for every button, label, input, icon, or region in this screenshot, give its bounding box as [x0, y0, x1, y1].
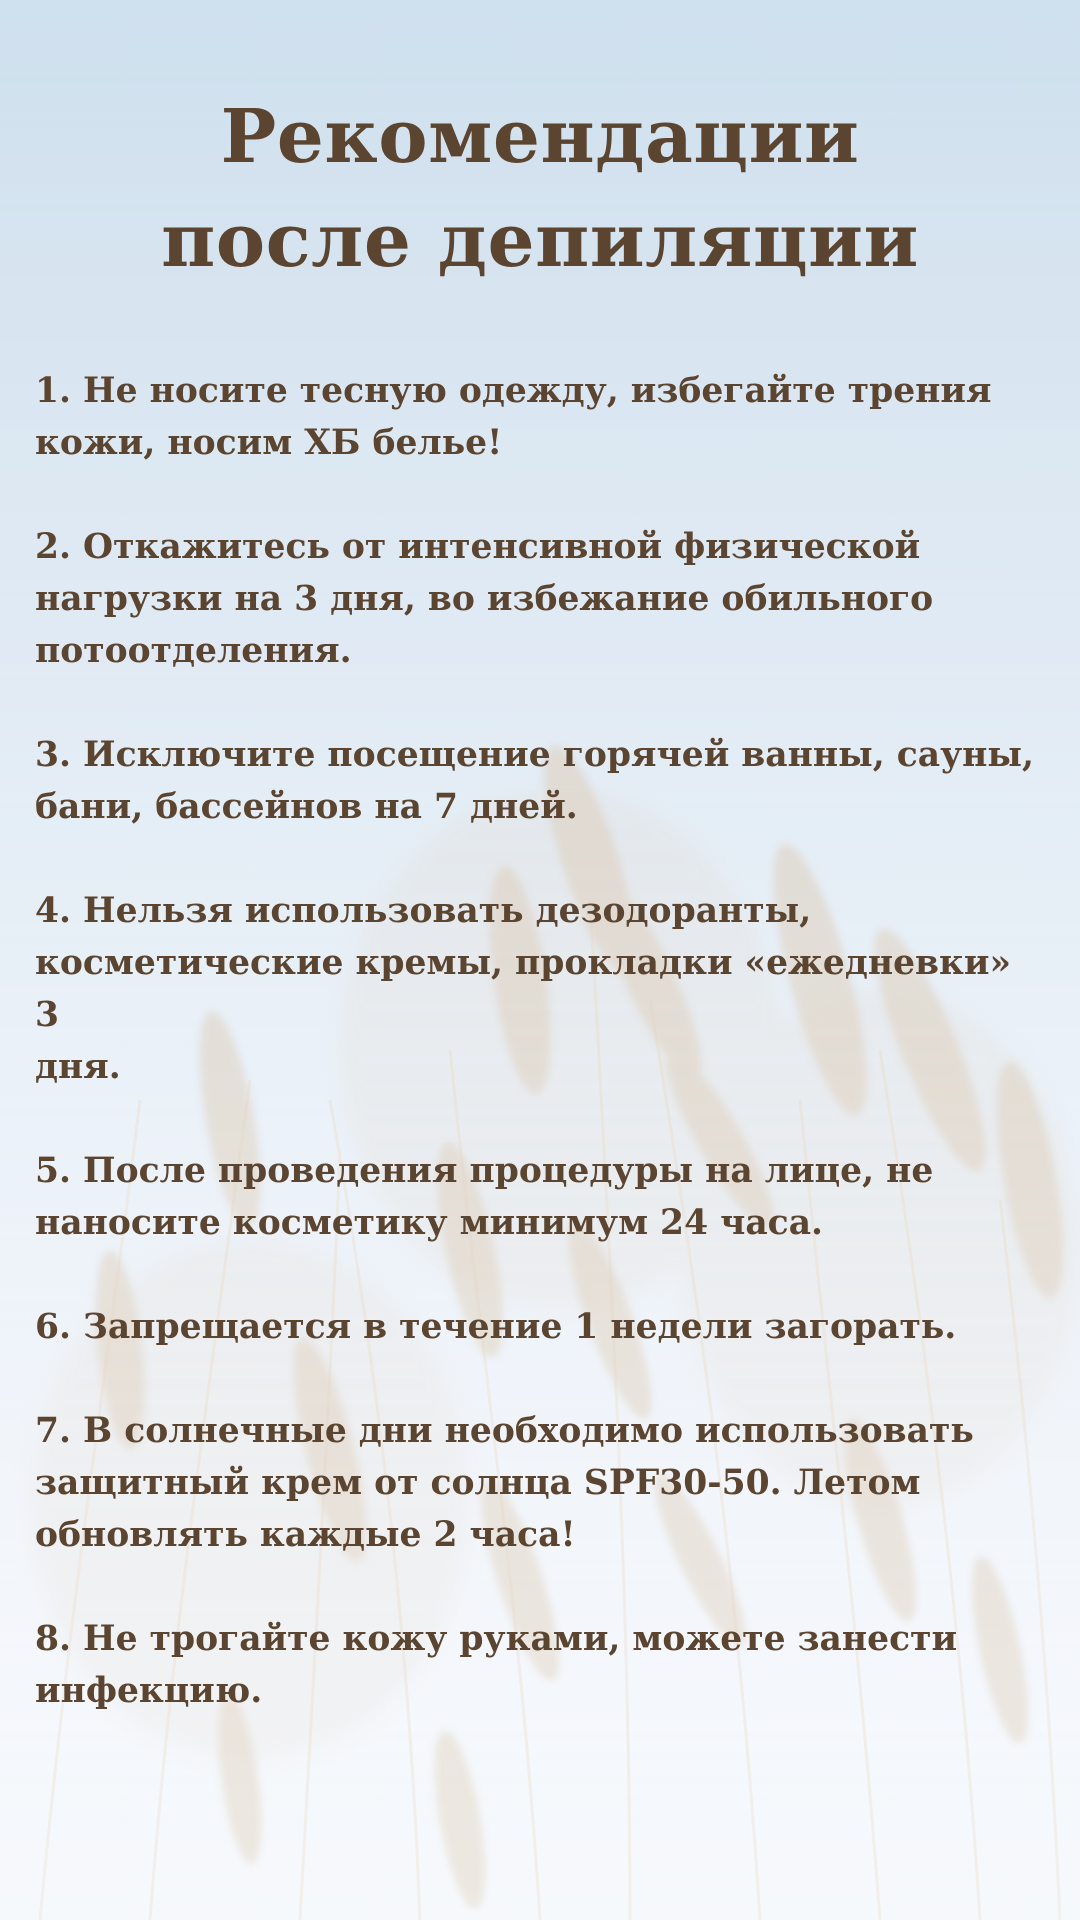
item-7-line-3: обновлять каждые 2 часа! [35, 1515, 576, 1555]
page-title [60, 85, 1020, 293]
item-7-line-1: 7. В солнечные дни необходимо использовать [35, 1411, 974, 1451]
recommendation-5 [35, 1145, 1045, 1249]
item-4-line-1: 4. Нельзя использовать дезодоранты, [35, 891, 812, 931]
recommendation-3 [35, 729, 1045, 833]
item-6-line-1: 6. Запрещается в течение 1 недели загорать. [35, 1307, 957, 1347]
item-5-line-1: 5. После проведения процедуры на лице, не [35, 1151, 934, 1191]
title-line-2: после депиляции [161, 198, 919, 284]
item-5-line-2: наносите косметику минимум 24 часа. [35, 1203, 824, 1243]
recommendation-6 [35, 1301, 1045, 1353]
item-7-line-2: защитный крем от солнца SPF30-50. Летом [35, 1463, 921, 1503]
item-8-line-1: 8. Не трогайте кожу руками, можете занести [35, 1619, 958, 1659]
item-8-line-2: инфекцию. [35, 1671, 263, 1711]
item-4-line-2: косметические кремы, прокладки «ежедневки» 3 [35, 943, 1012, 1035]
item-4-line-3: дня. [35, 1047, 121, 1087]
item-2-line-2: нагрузки на 3 дня, во избежание обильного [35, 579, 934, 619]
item-3-line-1: 3. Исключите посещение горячей ванны, сауны, [35, 735, 1035, 775]
recommendation-8 [35, 1613, 1045, 1717]
item-1-line-1: 1. Не носите тесную одежду, избегайте трения [35, 371, 992, 411]
recommendation-4 [35, 885, 1045, 1093]
item-1-line-2: кожи, носим ХБ белье! [35, 423, 503, 463]
recommendation-1 [35, 365, 1045, 469]
item-3-line-2: бани, бассейнов на 7 дней. [35, 787, 578, 827]
recommendations-list [35, 365, 1045, 1769]
recommendation-2 [35, 521, 1045, 677]
item-2-line-1: 2. Откажитесь от интенсивной физической [35, 527, 921, 567]
title-line-1: Рекомендации [220, 94, 860, 180]
recommendation-7 [35, 1405, 1045, 1561]
item-2-line-3: потоотделения. [35, 631, 352, 671]
